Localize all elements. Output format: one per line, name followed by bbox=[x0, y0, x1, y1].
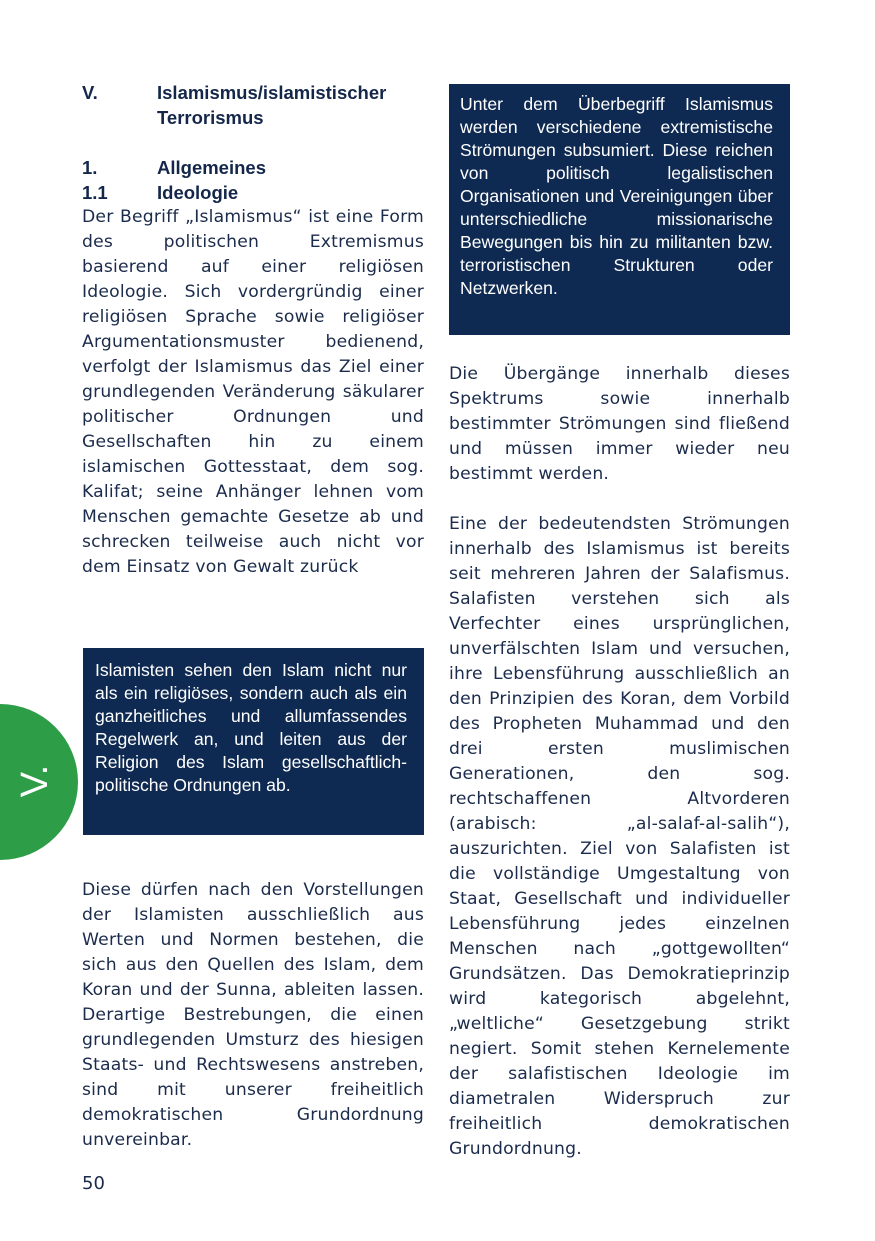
left-highlight-box: Islamisten sehen den Islam nicht nur als ein religiöses, sondern auch als ein ganzheitliches und allumfassendes Regelwerk an, und leiten aus der Religion des Islam gesellschaftlich-politische Ordnungen ab. bbox=[83, 648, 424, 835]
section-heading bbox=[82, 80, 424, 130]
subsection-heading bbox=[82, 155, 424, 180]
subsubsection-title: Ideologie bbox=[157, 182, 239, 203]
left-column bbox=[82, 80, 424, 580]
right-highlight-box: Unter dem Überbegriff Islamismus werden verschiedene extremistische Strömungen subsumiert. Diese reichen von politisch legalistischen Organisationen und Vereinigungen über unterschiedliche missionarische Bewegungen bis hin zu militanten bzw. terroristischen Strukturen oder Netzwerken. bbox=[449, 84, 790, 335]
subsection-title: Allgemeines bbox=[157, 157, 266, 178]
subsubsection-heading bbox=[82, 180, 424, 205]
section-number: V. bbox=[82, 82, 98, 103]
subsection-number: 1. bbox=[82, 157, 98, 178]
left-paragraph-2: Diese dürfen nach den Vorstellungen der Islamisten ausschließlich aus Werten und Normen bestehen, die sich aus den Quellen des Islam, dem Koran und der Sunna, ableiten lassen. Derartige Bestrebungen, die einen grundlegenden Umsturz des hiesigen Staats- und Rechtswesens anstreben, sind mit unserer freiheitlich demokratischen Grundordnung unvereinbar. bbox=[82, 880, 424, 1150]
chapter-tab-label: V. bbox=[14, 764, 56, 798]
section-title: Islamismus/islamistischer Terrorismus bbox=[157, 82, 387, 128]
left-paragraph-1: Der Begriff „Islamismus“ ist eine Form des politischen Extremismus basierend auf einer religiösen Ideologie. Sich vordergründig einer religiösen Sprache sowie religiöser Argumentationsmuster bedienend, verfolgt der Islamismus das Ziel einer grundlegenden Veränderung säkularer politischer Ordnungen und Gesellschaften hin zu einem islamischen Gottesstaat, dem sog. Kalifat; seine Anhänger lehnen vom Menschen gemachte Gesetze ab und schrecken teilweise auch nicht vor dem Einsatz von Gewalt zurück bbox=[82, 207, 424, 577]
right-paragraph-1: Die Übergänge innerhalb dieses Spektrums sowie innerhalb bestimmter Strömungen sind fließend und müssen immer wieder neu bestimmt werden. bbox=[449, 364, 790, 484]
page-number: 50 bbox=[82, 1173, 105, 1194]
subsubsection-number: 1.1 bbox=[82, 182, 108, 203]
right-column bbox=[449, 84, 790, 1162]
right-paragraph-2: Eine der bedeutendsten Strömungen innerhalb des Islamismus ist bereits seit mehreren Jahren der Salafismus. Salafisten verstehen sich als Verfechter eines ursprünglichen, unverfälschten Islam und versuchen, ihre Lebensführung ausschließlich an den Prinzipien des Koran, dem Vorbild des Propheten Muhammad und den drei ersten muslimischen Generationen, den sog. rechtschaffenen Altvorderen (arabisch: „al-salaf-al-salih“), auszurichten. Ziel von Salafisten ist die vollständige Umgestaltung von Staat, Gesellschaft und individueller Lebensführung jedes einzelnen Menschen nach „gottgewollten“ Grundsätzen. Das Demokratieprinzip wird kategorisch abgelehnt, „weltliche“ Gesetzgebung strikt negiert. Somit stehen Kernelemente der salafistischen Ideologie im diametralen Widerspruch zur freiheitlich demokratischen Grundordnung. bbox=[449, 514, 790, 1159]
